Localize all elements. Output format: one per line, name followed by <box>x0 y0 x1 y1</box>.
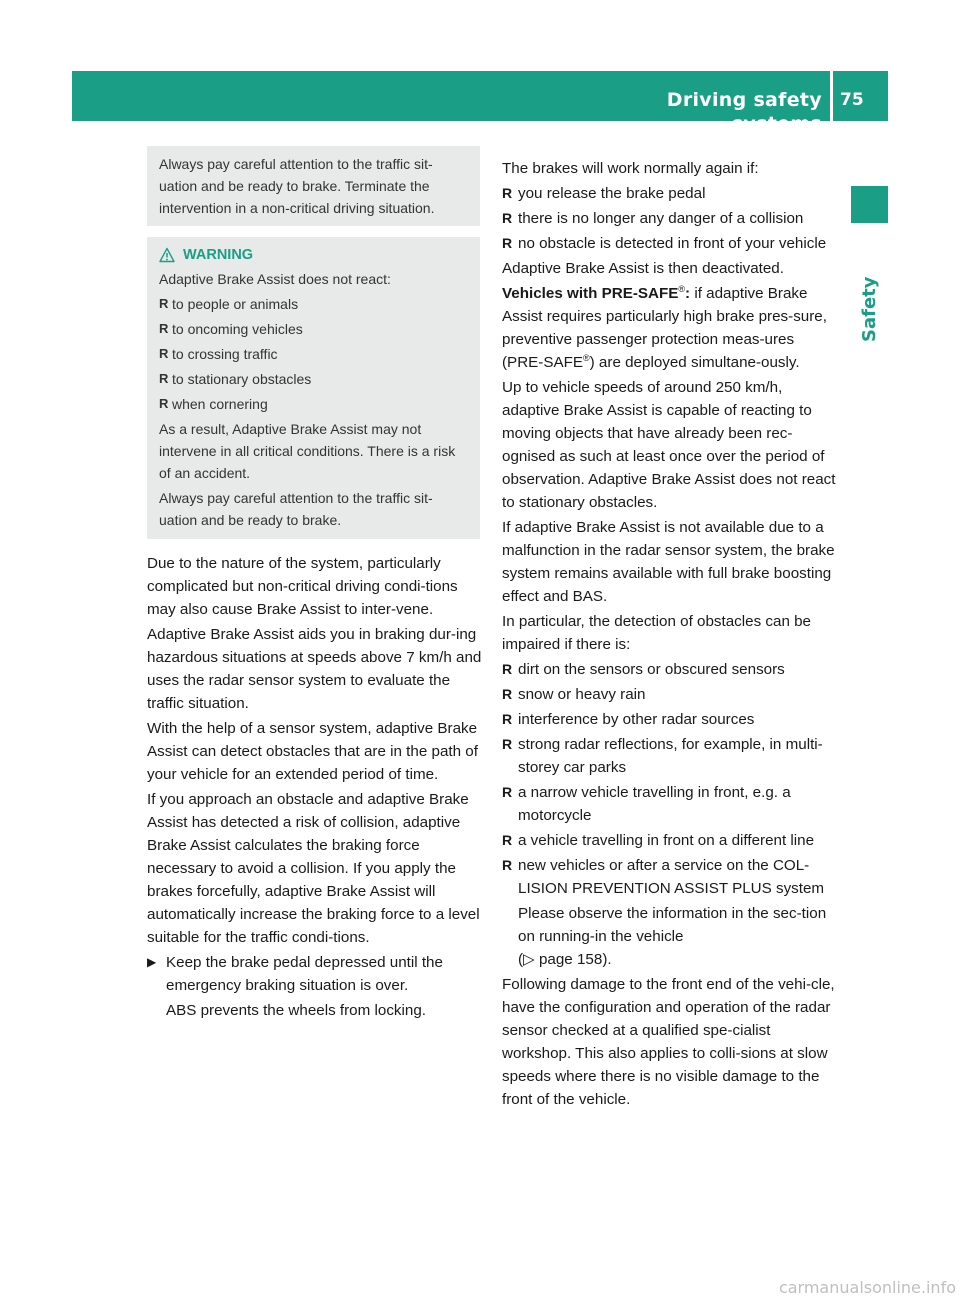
bullet-icon: R <box>502 711 513 727</box>
side-tab-marker <box>851 186 888 223</box>
list-item: R to stationary obstacles <box>159 368 468 390</box>
watermark: carmanualsonline.info <box>778 1278 956 1297</box>
bullet-icon: R <box>502 857 513 873</box>
page-number: 75 <box>840 90 864 110</box>
bullet-icon: R <box>502 210 513 226</box>
left-column <box>147 552 482 1024</box>
step-result: ABS prevents the wheels from locking. <box>166 1002 426 1019</box>
list-item: R to oncoming vehicles <box>159 318 468 340</box>
paragraph: The brakes will work normally again if: <box>502 160 759 177</box>
presafe-paragraph: Vehicles with PRE-SAFE®: if adaptive Brake Assist requires particularly high brake pres-sure, preventive passenger protection meas-ures (PRE-SAFE®) are deployed simultane-ously. <box>502 283 827 371</box>
list-item: R you release the brake pedal <box>502 182 836 205</box>
step-arrow-icon: ▶ <box>147 955 157 969</box>
warning-paragraph: Always pay careful attention to the traffic sit-uation and be ready to brake. <box>159 490 433 528</box>
bullet-icon: R <box>159 321 169 336</box>
warning-paragraph: As a result, Adaptive Brake Assist may not intervene in all critical conditions. There is a risk of an accident. <box>159 421 456 481</box>
page-title: Driving safety systems <box>666 89 822 135</box>
warning-intro: Adaptive Brake Assist does not react: <box>159 271 391 287</box>
list-item: R there is no longer any danger of a collision <box>502 207 836 230</box>
right-column <box>502 157 836 1113</box>
list-item: R snow or heavy rain <box>502 683 836 706</box>
header-divider <box>830 71 833 121</box>
info-box <box>147 146 480 226</box>
list-item: R to crossing traffic <box>159 343 468 365</box>
list-item: R strong radar reflections, for example, in multi-storey car parks <box>502 733 836 779</box>
warning-heading-text: WARNING <box>183 247 254 263</box>
warning-box <box>147 237 480 539</box>
bullet-icon: R <box>502 784 513 800</box>
info-box-text: Always pay careful attention to the traffic sit-uation and be ready to brake. Terminate the intervention in a non-critical driving situation. <box>159 156 435 216</box>
bullet-icon: R <box>502 832 513 848</box>
paragraph: In particular, the detection of obstacles can be impaired if there is: <box>502 613 812 653</box>
list-item: R no obstacle is detected in front of your vehicle <box>502 232 836 255</box>
list-item: R a vehicle travelling in front on a different line <box>502 829 836 852</box>
paragraph: Up to vehicle speeds of around 250 km/h, adaptive Brake Assist is capable of reacting to moving objects that have already been rec-ognised as such at least once over the period of observation. Adaptive Brake Assist does not react to stationary obstacles. <box>502 379 836 511</box>
bullet-icon: R <box>502 185 513 201</box>
side-tab-label: Safety <box>859 276 880 342</box>
warning-heading <box>159 243 468 267</box>
warning-triangle-icon <box>159 247 175 263</box>
list-item: R when cornering <box>159 393 468 415</box>
bullet-icon: R <box>159 346 169 361</box>
paragraph: Following damage to the front end of the vehi-cle, have the configuration and operation of the radar sensor checked at a qualified spe-cialist workshop. This also applies to colli-sions at slow speeds where there is no visible damage to the front of the vehicle. <box>502 976 835 1108</box>
paragraph: With the help of a sensor system, adaptive Brake Assist can detect obstacles that are in the path of your vehicle for an extended period of time. <box>147 720 478 783</box>
bullet-icon: R <box>502 661 513 677</box>
paragraph: Adaptive Brake Assist is then deactivated. <box>502 260 784 277</box>
bullet-note: Please observe the information in the sec-tion on running-in the vehicle (▷ page 158). <box>518 905 827 968</box>
paragraph: If you approach an obstacle and adaptive Brake Assist has detected a risk of collision, adaptive Brake Assist calculates the braking force necessary to avoid a collision. If you apply the brakes forcefully, adaptive Brake Assist will automatically increase the braking force to a level suitable for the traffic condi-tions. <box>147 791 480 946</box>
bullet-icon: R <box>159 396 169 411</box>
bullet-icon: R <box>502 235 513 251</box>
list-item: R new vehicles or after a service on the COL-LISION PREVENTION ASSIST PLUS system <box>502 854 836 900</box>
paragraph: Due to the nature of the system, particularly complicated but non-critical driving condi-tions may also cause Brake Assist to inter-vene. <box>147 555 458 618</box>
list-item: R interference by other radar sources <box>502 708 836 731</box>
step-item: ▶ Keep the brake pedal depressed until the emergency braking situation is over. <box>147 951 482 997</box>
list-item: R dirt on the sensors or obscured sensors <box>502 658 836 681</box>
page-ref-arrow: (▷ <box>518 951 535 968</box>
bullet-icon: R <box>159 296 169 311</box>
paragraph: Adaptive Brake Assist aids you in braking dur-ing hazardous situations at speeds above 7 km/h and uses the radar sensor system to evaluate the traffic situation. <box>147 626 482 712</box>
list-item: R a narrow vehicle travelling in front, e.g. a motorcycle <box>502 781 836 827</box>
bullet-icon: R <box>502 736 513 752</box>
page-ref-link[interactable]: page 158). <box>534 951 612 968</box>
bullet-icon: R <box>159 371 169 386</box>
list-item: R to people or animals <box>159 293 468 315</box>
bullet-icon: R <box>502 686 513 702</box>
paragraph: If adaptive Brake Assist is not available due to a malfunction in the radar sensor system, the brake system remains available with full brake boosting effect and BAS. <box>502 519 835 605</box>
